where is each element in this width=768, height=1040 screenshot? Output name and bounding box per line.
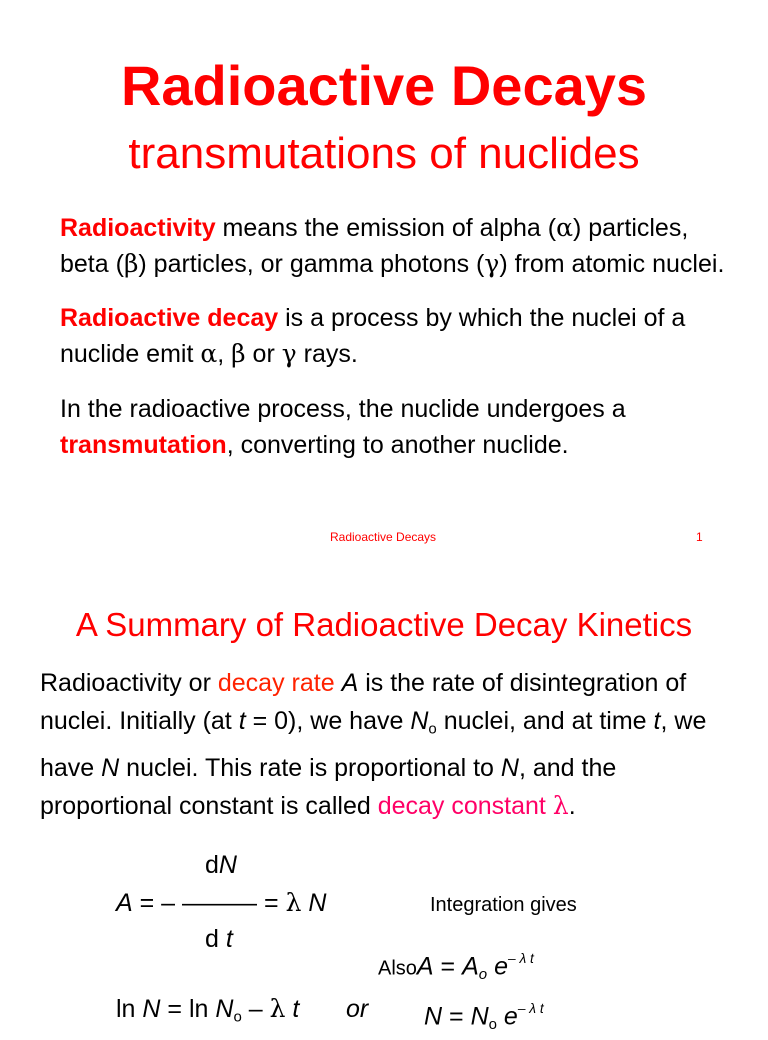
text: = 0), we have bbox=[245, 707, 411, 735]
equation-denominator bbox=[205, 924, 233, 954]
var-t: t bbox=[238, 707, 246, 735]
var-e: e bbox=[496, 1002, 518, 1031]
text: nuclide emit bbox=[60, 340, 201, 368]
text: or bbox=[245, 340, 282, 368]
beta-symbol: β bbox=[123, 249, 139, 278]
text: proportional constant is called bbox=[40, 791, 378, 820]
text: beta ( bbox=[60, 250, 124, 278]
subscript-o: o bbox=[233, 1008, 242, 1026]
text: . bbox=[568, 791, 576, 820]
paragraph-transmutation bbox=[60, 391, 750, 463]
lambda-symbol: λ bbox=[285, 888, 302, 917]
equation-exponential-form bbox=[424, 994, 544, 1040]
text: nuclei. Initially (at bbox=[40, 707, 239, 735]
var-t: t bbox=[285, 995, 300, 1023]
paragraph-decay-rate bbox=[40, 664, 740, 825]
exponent: – λ t bbox=[517, 1001, 544, 1016]
alpha-symbol: α bbox=[200, 339, 218, 368]
text: nuclei. This rate is proportional to bbox=[119, 753, 501, 782]
equation-numerator bbox=[205, 850, 237, 880]
paragraph-radioactivity bbox=[60, 210, 750, 282]
text: = bbox=[442, 1002, 471, 1031]
alpha-symbol: α bbox=[556, 213, 573, 242]
text: = ln bbox=[160, 995, 216, 1023]
var-N: N bbox=[470, 1002, 489, 1031]
exponent: – λ t bbox=[507, 951, 534, 966]
page-number: 1 bbox=[696, 530, 703, 544]
text: rays. bbox=[296, 340, 358, 368]
beta-symbol: β bbox=[231, 339, 246, 368]
text: In the radioactive process, the nuclide undergoes a bbox=[60, 395, 626, 423]
text: ) particles, bbox=[572, 214, 689, 242]
footer-title: Radioactive Decays bbox=[330, 530, 437, 544]
var-N: N bbox=[218, 851, 237, 879]
also-label: Also bbox=[378, 957, 417, 980]
var-N: N bbox=[101, 753, 120, 782]
subscript-o: o bbox=[488, 1016, 497, 1034]
text: is a process by which the nuclei of a bbox=[278, 304, 686, 332]
text: means the emission of alpha ( bbox=[215, 214, 557, 242]
var-t: t bbox=[225, 925, 233, 953]
text: ln bbox=[116, 995, 143, 1023]
equation-rate-law bbox=[116, 888, 326, 918]
text: Radioactivity or bbox=[40, 669, 218, 697]
text: d bbox=[205, 925, 226, 953]
subscript-o: o bbox=[428, 720, 437, 738]
text: ) particles, or gamma photons ( bbox=[138, 250, 485, 278]
equation-log-form bbox=[116, 994, 299, 1033]
term-decay-constant: decay constant bbox=[377, 791, 553, 820]
var-A: A bbox=[462, 952, 479, 981]
var-N: N bbox=[500, 753, 519, 782]
text bbox=[335, 669, 342, 697]
slide-subtitle: transmutations of nuclides bbox=[128, 129, 640, 178]
var-N: N bbox=[142, 995, 161, 1023]
fraction-bar: ——— bbox=[182, 889, 258, 917]
subscript-o: o bbox=[478, 966, 488, 984]
var-e: e bbox=[487, 952, 508, 981]
text: , converting to another nuclide. bbox=[226, 431, 569, 459]
slide-title: Radioactive Decays bbox=[120, 54, 648, 117]
slide-title: A Summary of Radioactive Decay Kinetics bbox=[75, 606, 693, 643]
or-label: or bbox=[346, 995, 369, 1023]
integration-label: Integration gives bbox=[430, 894, 577, 916]
gamma-symbol: γ bbox=[484, 249, 500, 278]
text: , bbox=[217, 340, 232, 368]
gamma-symbol: γ bbox=[281, 339, 297, 368]
paragraph-radioactive-decay bbox=[60, 300, 750, 372]
var-t: t bbox=[653, 707, 661, 735]
lambda-symbol: λ bbox=[552, 790, 569, 820]
text: , we bbox=[660, 707, 707, 735]
text: = bbox=[433, 952, 463, 981]
text: – bbox=[241, 995, 270, 1023]
term-transmutation: transmutation bbox=[60, 431, 227, 459]
var-N: N bbox=[308, 889, 327, 917]
var-A: A bbox=[341, 669, 359, 697]
var-N: N bbox=[410, 707, 429, 735]
lambda-symbol: λ bbox=[269, 994, 286, 1023]
text: is the rate of disintegration of bbox=[358, 669, 687, 697]
var-A: A bbox=[416, 952, 434, 981]
term-decay-rate: decay rate bbox=[217, 669, 335, 697]
var-A: A bbox=[116, 889, 133, 917]
text: = – bbox=[132, 889, 176, 917]
term-radioactivity: Radioactivity bbox=[60, 214, 216, 242]
equation-activity bbox=[378, 944, 534, 990]
text: have bbox=[40, 753, 102, 782]
var-N: N bbox=[215, 995, 234, 1023]
text: d bbox=[205, 851, 219, 879]
text: = bbox=[264, 889, 279, 917]
term-radioactive-decay: Radioactive decay bbox=[60, 304, 279, 332]
text: ) from atomic nuclei. bbox=[499, 250, 725, 278]
text: nuclei, and at time bbox=[436, 707, 654, 735]
var-N: N bbox=[424, 1002, 443, 1031]
text: , and the bbox=[518, 753, 617, 782]
